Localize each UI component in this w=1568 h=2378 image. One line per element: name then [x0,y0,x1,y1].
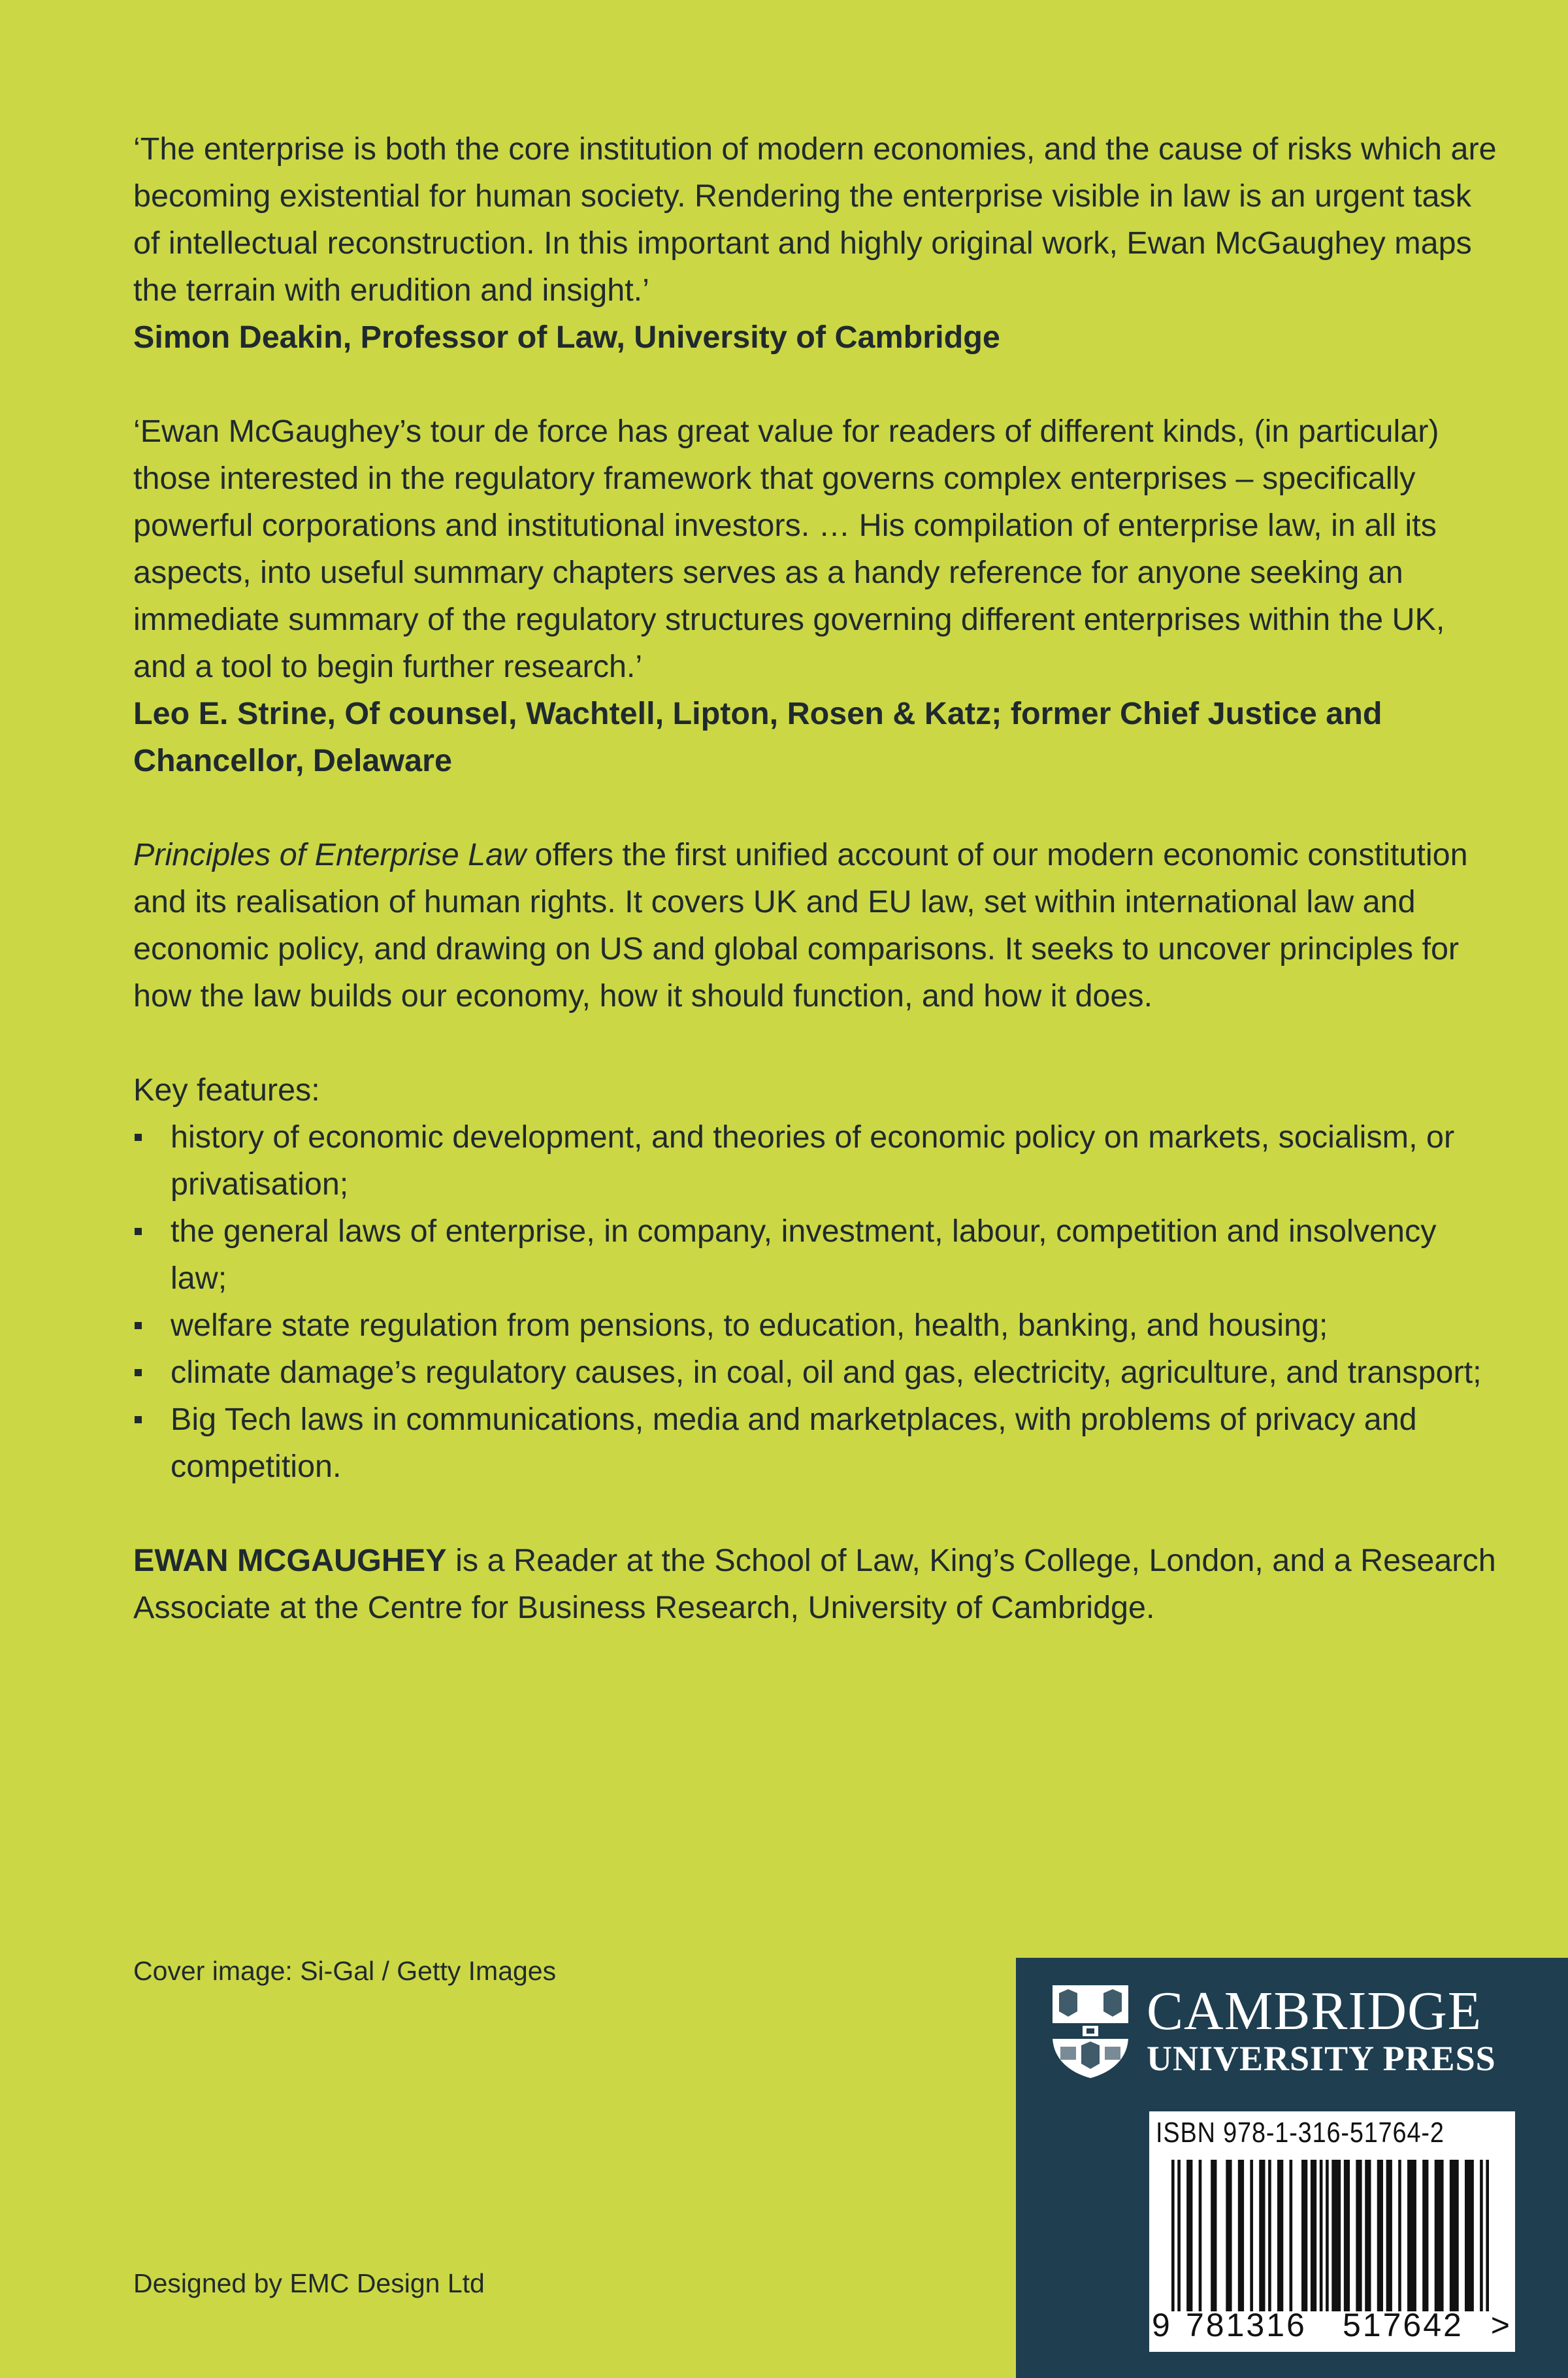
cover-image-credit: Cover image: Si-Gal / Getty Images [133,1956,557,1986]
barcode-bar-23 [1407,2160,1416,2311]
barcode-bar-15 [1326,2160,1329,2311]
barcode-bar-20 [1377,2160,1383,2311]
quote-1-attribution: Simon Deakin, Professor of Law, University of Cambridge [133,320,1000,355]
barcode-bar-7 [1250,2160,1253,2311]
feature-item: the general laws of enterprise, in company, investment, labour, competition and insolvency law; [133,1208,1499,1302]
publisher-name-line1: CAMBRIDGE [1147,1981,1482,2041]
book-title: Principles of Enterprise Law [133,837,527,872]
barcode-quiet-zone-mark: > [1490,2307,1510,2343]
feature-item: welfare state regulation from pensions, to education, health, banking, and housing; [133,1302,1499,1349]
book-description-text: offers the first unified account of our modern economic constitution and its realisation of human rights. It covers UK and EU law, set within international law and economic policy, and drawing on US and global comparisons. It seeks to uncover principles for how the law builds our economy, how it should function, and how it does. [133,837,1468,1014]
barcode-bars [1171,2160,1489,2311]
barcode-bar-9 [1268,2160,1271,2311]
author-bio [133,1537,1499,1631]
quote-1-text: ‘The enterprise is both the core institution of modern economies, and the cause of risks which are becoming existential for human society. Rendering the enterprise visible in law is an urgent task of intellectual reconstruction. In this important and highly original work, Ewan McGaughey maps the terrain with erudition and insight.’ [133,131,1497,308]
quote-2-attribution: Leo E. Strine, Of counsel, Wachtell, Lipton, Rosen & Katz; former Chief Justice and Chancellor, Delaware [133,696,1382,778]
barcode-bar-2 [1186,2160,1192,2311]
back-cover-text [133,125,1499,1631]
barcode-bar-12 [1301,2160,1307,2311]
feature-item: history of economic development, and theories of economic policy on markets, socialism, or privatisation; [133,1114,1499,1208]
barcode-bar-19 [1365,2160,1371,2311]
barcode-bar-22 [1398,2160,1401,2311]
barcode-bar-13 [1311,2160,1316,2311]
publisher-panel [1016,1958,1568,2378]
university-crest-icon [1050,1983,1131,2079]
feature-item: climate damage’s regulatory causes, in coal, oil and gas, electricity, agriculture, and transport; [133,1349,1499,1396]
book-description [133,831,1499,1019]
barcode-bar-24 [1422,2160,1428,2311]
barcode-bar-21 [1386,2160,1392,2311]
barcode-bar-27 [1465,2160,1474,2311]
barcode-bar-3 [1199,2160,1202,2311]
barcode-lead-digit: 9 [1152,2307,1170,2343]
designer-credit: Designed by EMC Design Ltd [133,2268,485,2298]
barcode-bar-4 [1211,2160,1217,2311]
barcode-bar-0 [1171,2160,1175,2311]
barcode-bar-5 [1226,2160,1232,2311]
barcode-bar-10 [1277,2160,1283,2311]
barcode-bar-29 [1486,2160,1489,2311]
quote-2-text: ‘Ewan McGaughey’s tour de force has great value for readers of different kinds, (in particular) those interested in the regulatory framework that governs complex enterprises – specifically powerful corporations and institutional investors. … His compilation of enterprise law, in all its aspects, into useful summary chapters serves as a handy reference for anyone seeking an immediate summary of the regulatory structures governing different enterprises within the UK, and a tool to begin further research.’ [133,414,1445,684]
barcode-bar-25 [1435,2160,1444,2311]
barcode-bar-11 [1290,2160,1293,2311]
key-features-heading: Key features: [133,1072,320,1108]
barcode-bar-8 [1259,2160,1265,2311]
barcode-bar-6 [1238,2160,1244,2311]
barcode-bar-16 [1331,2160,1341,2311]
author-name: EWAN MCGAUGHEY [133,1543,447,1578]
isbn-barcode [1149,2111,1515,2352]
publisher-name-line2: UNIVERSITY PRESS [1147,2039,1496,2078]
isbn-text: ISBN 978-1-316-51764-2 [1156,2117,1445,2149]
barcode-bar-18 [1356,2160,1362,2311]
barcode-bar-14 [1320,2160,1323,2311]
author-bio-text: is a Reader at the School of Law, King’s College, London, and a Research Associate at the Centre for Business Research, University of Cambridge. [133,1543,1496,1625]
publisher-name [1147,1981,1565,2078]
key-features-list [133,1114,1499,1490]
barcode-digits [1149,2304,1515,2347]
barcode-bar-17 [1344,2160,1350,2311]
barcode-right-digits: 517642 [1343,2307,1463,2343]
barcode-bar-28 [1480,2160,1483,2311]
barcode-left-digits: 781316 [1186,2307,1307,2343]
barcode-bar-26 [1450,2160,1459,2311]
barcode-bar-1 [1177,2160,1181,2311]
feature-item: Big Tech laws in communications, media and marketplaces, with problems of privacy and competition. [133,1396,1499,1490]
